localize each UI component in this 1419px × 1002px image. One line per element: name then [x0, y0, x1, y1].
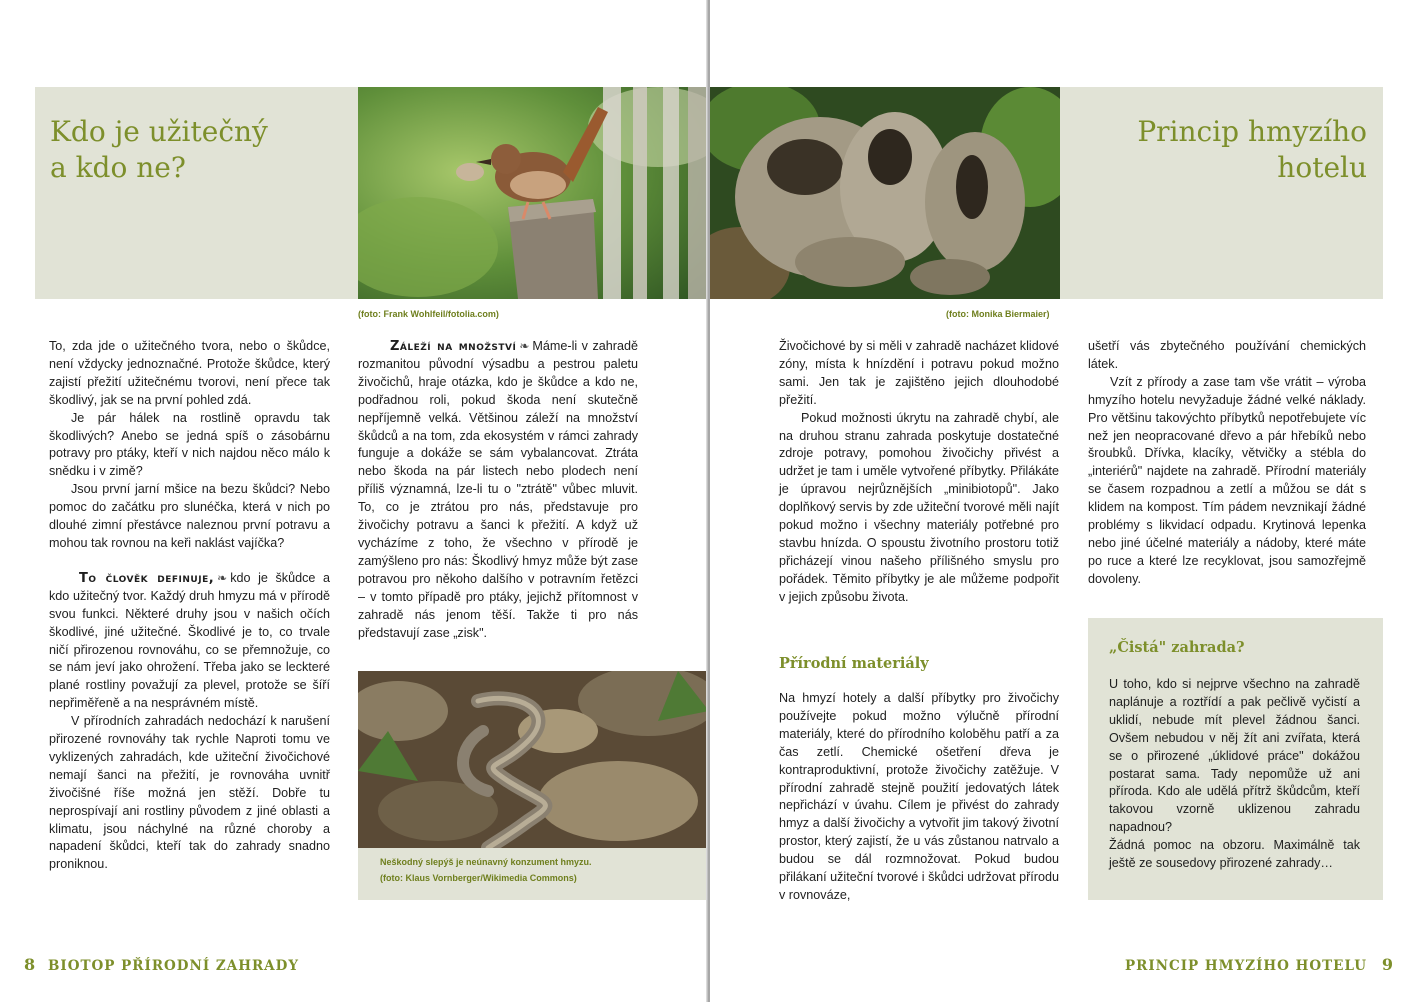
wren-photo: [358, 87, 709, 299]
slow-worm-caption-line2: (foto: Klaus Vornberger/Wikimedia Commons): [380, 873, 577, 883]
sidebar-text-para2: Žádná pomoc na obzoru. Maximálně tak ještě ze sousedovy přirozené zahrady…: [1109, 838, 1360, 871]
left-col2-para1-text: Máme-li v zahradě rozmanitou původní výsadbu a pestrou paletu živočichů, hraje otázka, kdo je škůdce a kdo ne, podřadnou roli, pokud škoda není skutečně nepříjemně velká. Většinou záleží na množství škůdců a na tom, zda ekosystém v rámci zahrady funguje a dokáže se sám vybalancovat. Ztráta nebo škoda na pár listech nebo plodech není příliš významná, lze-li tu o "ztrátě" vůbec mluvit. To, co je ztrátou pro nás, představuje pro živočichy potravu a šanci k přežití. A když už vycházíme z toho, že všechno v přírodě je zamýšleno pro nás: Škodlivý hmyz může být zase potravou pro někoho dalšího v potravním řetězci – v tomto případě pro ptáky, jejichž přítomnost v zahradě nás jenom těší. Takže ti pro nás představují zase „zisk".: [358, 339, 638, 640]
sidebar-title: „Čistá" zahrada?: [1109, 639, 1245, 656]
slow-worm-caption-line1: Neškodný slepýš je neúnavný konzument hmyzu.: [380, 857, 592, 867]
slow-worm-figure: [358, 671, 709, 900]
right-page-title: [1067, 114, 1367, 186]
right-column-1: [779, 338, 1059, 607]
left-page-number: 8: [24, 955, 36, 974]
hollow-wood-caption: (foto: Monika Biermaier): [946, 309, 1050, 319]
left-page: [0, 0, 709, 1002]
right-page-number: 9: [1381, 955, 1393, 974]
right-col1-para3: Na hmyzí hotely a další příbytky pro živočichy používejte pokud možno výlučně přírodní materiály, které do přírodního koloběhu patří a za čas zetlí. Chemické ošetření dřeva je kontraproduktivní, protože živočichy zatěžuje. V přírodní zahradě stejně použití jedovatých látek nepřichází v úvahu. Cílem je přivést do zahrady hmyz a další živočichy a vytvořit jim takový životní prostor, který zajistí, že u vás zůstanou natrvalo a budou se dál rozmnožovat. Pokud budou přilákaní užiteční tvorové i škůdci udržovat přírodu v rovnováze,: [779, 691, 1059, 902]
right-title-line2: hotelu: [1277, 151, 1367, 184]
wren-photo-caption: (foto: Frank Wohlfeil/fotolia.com): [358, 309, 499, 319]
left-col1-para1: To, zda jde o užitečného tvora, nebo o škůdce, není vždycky jednoznačné. Protože škůdce, který zajistí přežití užitečnému tvorovi, není přece tak škodlivý, jak se na první pohled zdá.: [49, 339, 330, 407]
right-col2-para2: Vzít z přírody a zase tam vše vrátit – výroba hmyzího hotelu nevyžaduje žádné velké náklady. Pro většinu takovýchto příbytků nepotřebujete víc než jen neopracované dřevo a pár hřebíků nebo šroubků. Dřívka, klacíky, větvičky a stébla do „interiérů" najdete na zahradě. Přírodní materiály se časem rozpadnou a zetlí a můžou se dát s klidem na kompost. Tím pádem nevznikají žádné problémy s likvidací odpadu. Krytinová lepenka nebo jiné účelné materiály a nádoby, které máte po ruce a které lze recyklovat, jsou samozřejmě dovoleny.: [1088, 374, 1366, 586]
right-column-2: [1088, 338, 1366, 589]
left-column-2: [358, 338, 638, 642]
right-title-line1: Princip hmyzího: [1137, 115, 1367, 148]
left-col1-lead: To člověk definuje,: [79, 570, 215, 586]
right-col1-para2: Pokud možnosti úkrytu na zahradě chybí, ale na druhou stranu zahrada poskytuje dostatečné zdroje potravy, pomohou živočichy přivést a udržet je tam i uměle vytvořené příbytky. Přilákáte je úpravou nejrůznějších „minibiotopů". Jako doplňkový servis by zde užiteční tvorové měli najít pokud možno i všechny materiály potřebné pro stavbu hnízda. O spoustu životního prostoru totiž přicházejí vinou našeho přílišného smyslu pro pořádek. Těmito příbytky je ale můžeme podpořit v jejich způsobu života.: [779, 410, 1059, 604]
right-col2-para1: ušetří vás zbytečného používání chemických látek.: [1088, 339, 1366, 371]
right-col1-para1: Živočichové by si měli v zahradě nacházet klidové zóny, místa k hnízdění i potravu pokud možno sami. Jen tak je zajištěno jejich dlouhodobé přežití.: [779, 339, 1059, 407]
left-title-line2: a kdo ne?: [50, 151, 186, 184]
left-col1-para4: [49, 570, 330, 713]
left-col1-para4-text: kdo je škůdce a kdo užitečný tvor. Každý druh hmyzu má v přírodě svou funkci. Některé druhy jsou v našich očích škodlivé, jiné užitečné. Škodlivé je to, co trvale ničí přirozenou rovnováhu, co se přemnožuje, co se nám jeví jako ohrožení. Třeba jako se leckteré plané rostliny považují za plevel, protože se šíří nepřiměřeně a na nesprávném místě.: [49, 570, 330, 711]
natural-materials-heading: Přírodní materiály: [779, 655, 929, 672]
clean-garden-sidebar: [1088, 618, 1383, 900]
left-running-footer: BIOTOP PŘÍRODNÍ ZAHRADY: [48, 958, 299, 974]
right-page: [710, 0, 1419, 1002]
right-column-1-lower: [779, 690, 1059, 905]
hollow-wood-photo: [710, 87, 1060, 299]
sidebar-text-para1: U toho, kdo si nejprve všechno na zahradě naplánuje a roztřídí a pak pečlivě vyčistí a uklidí, nebude mít plevel žádnou šanci. Ovšem nebudou v něj žít ani zvířata, která se o přirozené „úklidové práce" dokážou postarat sama. Tady nepomůže už ani příroda. Kdo ale udělá přítrž škůdcům, kteří takovou vzorně uklizenou zahradu napadnou?: [1109, 677, 1360, 835]
left-col1-para5: V přírodních zahradách nedochází k narušení přirozené rovnováhy tak rychle Naproti tomu ve vyklizených zahradách, kde užiteční živočichové nemají šanci na přežití, je rovnováha uvnitř živočišné říše možná jen stěží. Dobře tu neprospívají ani rostliny původem z jiné oblasti a klimatu, jsou náchylné na různé choroby a napadení škůdci, kteří tak do zahrady snadno proniknou.: [49, 714, 330, 872]
sidebar-text: [1109, 676, 1360, 873]
slow-worm-caption: [380, 854, 700, 886]
slow-worm-photo: [358, 671, 709, 848]
left-page-title: [50, 114, 350, 186]
left-col1-para3: Jsou první jarní mšice na bezu škůdci? Nebo pomoc do začátku pro slunéčka, která v nich po dlouhé zimní přestávce naleznou první potravu a mohou tak rovnou na keři naklást vajíčka?: [49, 482, 330, 550]
left-column-1: [49, 338, 330, 874]
right-running-footer: PRINCIP HMYZÍHO HOTELU: [1124, 958, 1367, 974]
left-title-line1: Kdo je užitečný: [50, 115, 268, 148]
ornament-icon: ❧: [217, 570, 228, 585]
left-col2-para1: [358, 338, 638, 642]
left-col1-para2: Je pár hálek na rostlině opravdu tak škodlivých? Anebo se jedná spíš o zásobárnu potravy pro ptáky, kteří v nich najdou něco málo k snědku i v zimě?: [49, 410, 330, 479]
left-col2-lead: Záleží na množství: [390, 339, 517, 354]
ornament-icon: ❧: [519, 339, 530, 353]
